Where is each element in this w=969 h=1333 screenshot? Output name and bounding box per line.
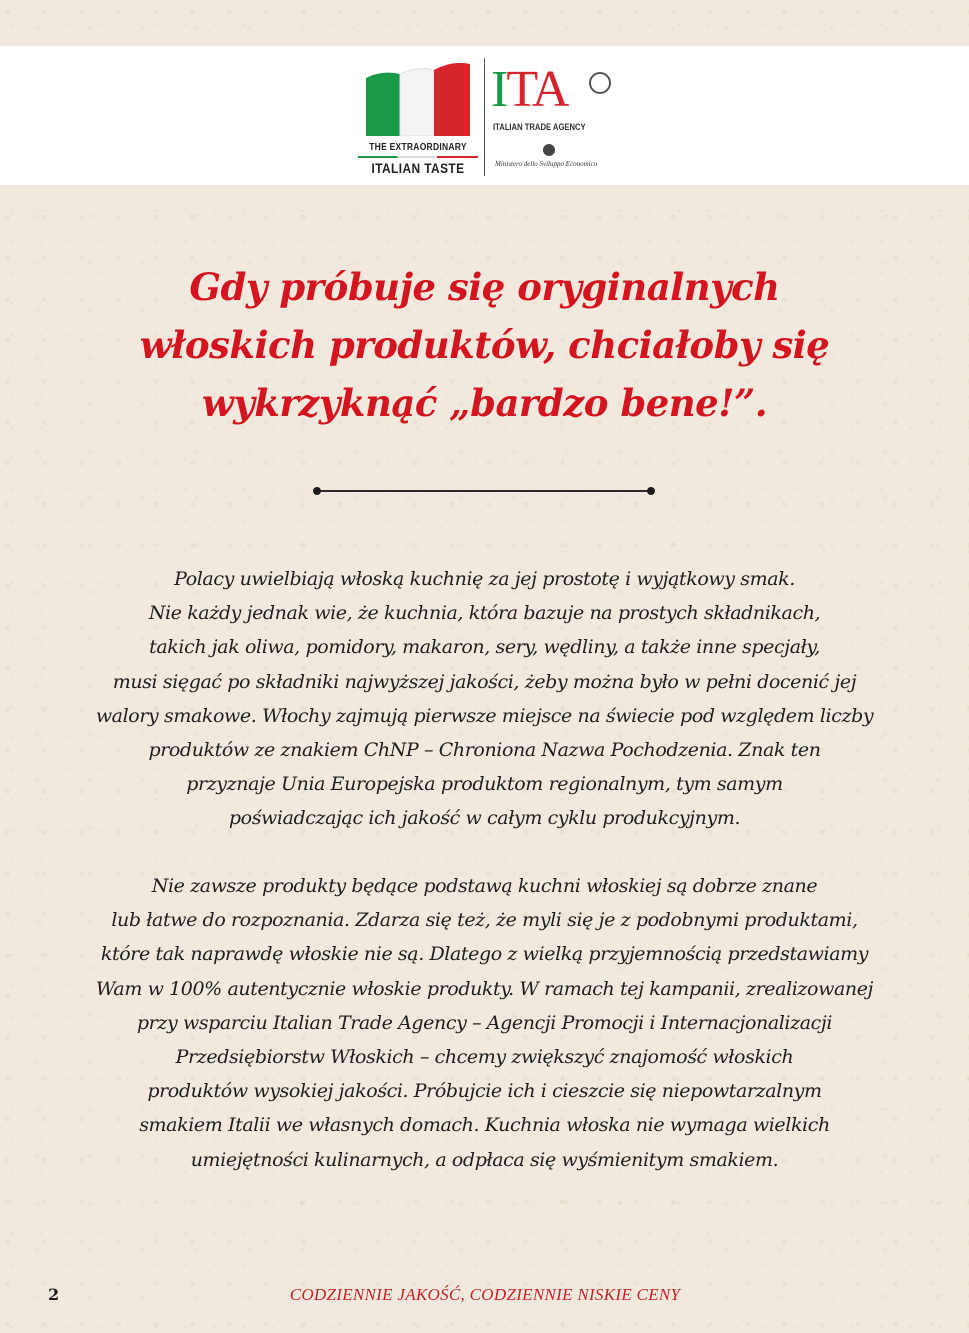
paragraph-line: walory smakowe. Włochy zajmują pierwsze miejsce na świecie pod względem liczby <box>95 704 874 727</box>
paragraph-line: smakiem Italii we własnych domach. Kuchnia włoska nie wymaga wielkich <box>139 1114 830 1137</box>
italian-flag-icon <box>366 60 470 136</box>
ministry-seal-icon <box>543 144 555 156</box>
paragraph-line: produktów ze znakiem ChNP – Chroniona Nazwa Pochodzenia. Znak ten <box>148 739 821 762</box>
paragraph-line: takich jak oliwa, pomidory, makaron, sery, wędliny, a także inne specjały, <box>149 636 820 659</box>
tagline-top: THE EXTRAORDINARY <box>369 142 467 153</box>
paragraph-line: produktów wysokiej jakości. Próbujcie ich i cieszcie się niepowtarzalnym <box>147 1080 822 1103</box>
paragraph-line: musi sięgać po składniki najwyższej jakości, żeby można było w pełni docenić jej <box>112 670 857 693</box>
tricolor-rule <box>358 156 478 158</box>
paragraph-line: przy wsparciu Italian Trade Agency – Agencji Promocji i Internacjonalizacji <box>136 1011 833 1034</box>
ita-emblem-icon <box>589 72 611 94</box>
paragraph-line: lub łatwe do rozpoznania. Zdarza się też, że myli się je z podobnymi produktami, <box>111 909 858 932</box>
headline <box>60 258 909 432</box>
paragraph-line: Nie każdy jednak wie, że kuchnia, która bazuje na prostych składnikach, <box>148 602 821 625</box>
ita-wordmark: ITA <box>491 61 568 118</box>
campaign-paragraph <box>40 869 929 1177</box>
logo-divider <box>484 58 485 176</box>
extraordinary-italian-taste-logo <box>358 54 478 180</box>
header-band <box>0 46 969 185</box>
headline-line: wykrzyknąć „bardzo bene!”. <box>201 381 768 425</box>
paragraph-line: które tak naprawdę włoskie nie są. Dlatego z wielką przyjemnością przedstawiamy <box>100 943 869 966</box>
intro-paragraph <box>40 562 929 836</box>
footer-slogan: CODZIENNIE JAKOŚĆ, CODZIENNIE NISKIE CENY <box>289 1285 681 1304</box>
page-number: 2 <box>48 1285 60 1304</box>
ministry-name: Ministero dello Sviluppo Economico <box>495 160 598 168</box>
headline-line: Gdy próbuje się oryginalnych <box>189 265 780 309</box>
paragraph-line: poświadczając ich jakość w całym cyklu produkcyjnym. <box>228 807 741 830</box>
paragraph-line: Polacy uwielbiają włoską kuchnię za jej prostotę i wyjątkowy smak. <box>174 568 795 590</box>
ita-logo <box>491 61 621 176</box>
paragraph-line: Przedsiębiorstw Włoskich – chcemy zwiększyć znajomość włoskich <box>175 1046 794 1069</box>
headline-line: włoskich produktów, chciałoby się <box>139 323 830 367</box>
ornamental-divider <box>313 485 655 497</box>
ita-subtitle: ITALIAN TRADE AGENCY <box>493 122 586 132</box>
paragraph-line: przyznaje Unia Europejska produktom regionalnym, tym samym <box>186 773 783 796</box>
paragraph-line: Nie zawsze produkty będące podstawą kuchni włoskiej są dobrze znane <box>151 875 818 897</box>
paragraph-line: Wam w 100% autentycznie włoskie produkty. W ramach tej kampanii, zrealizowanej <box>95 977 874 1000</box>
tagline-bottom: ITALIAN TASTE <box>371 160 465 176</box>
paragraph-line: umiejętności kulinarnych, a odpłaca się wyśmienitym smakiem. <box>190 1148 779 1171</box>
